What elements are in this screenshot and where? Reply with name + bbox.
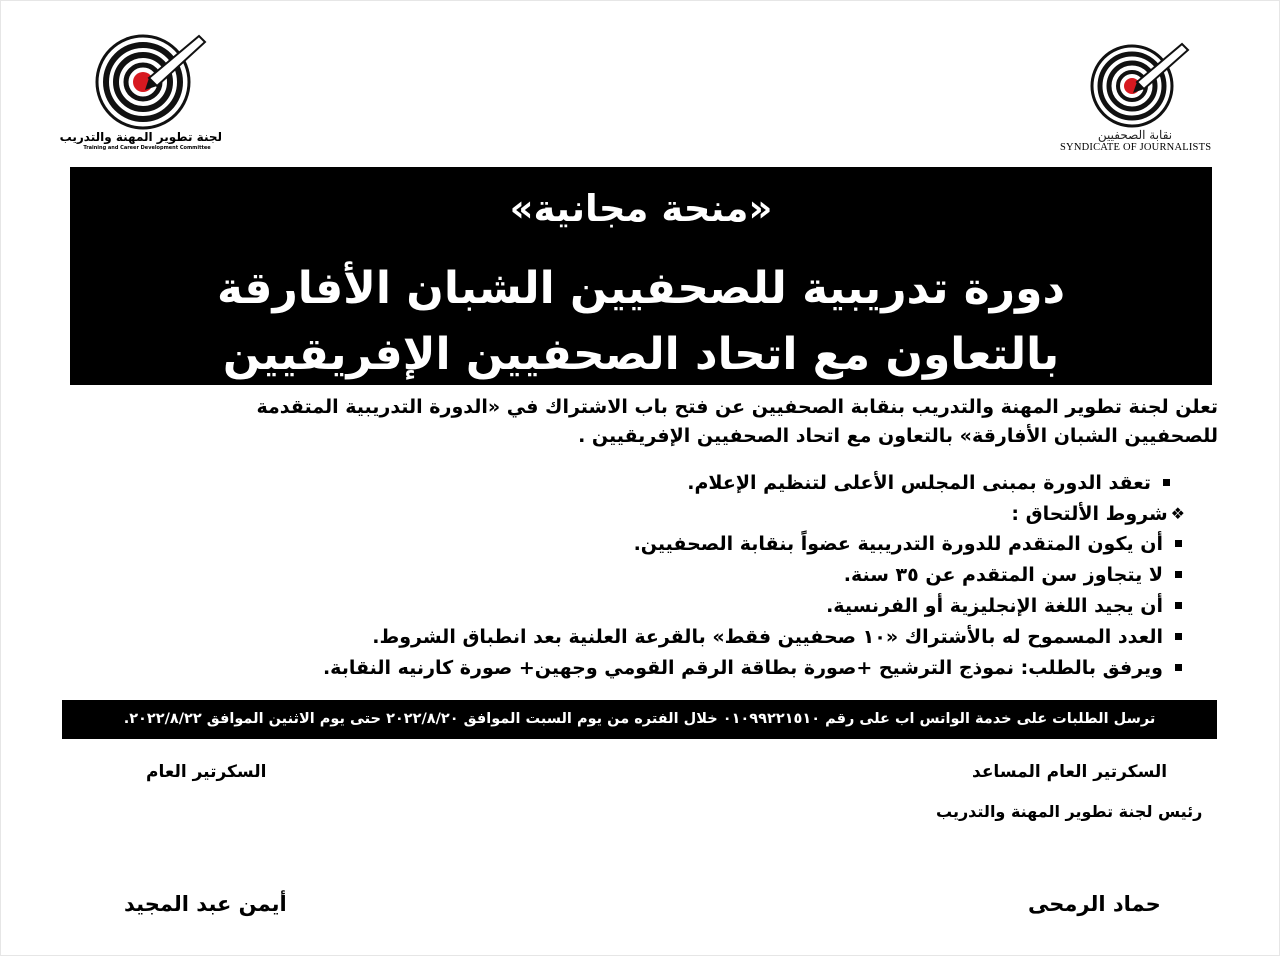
- square-bullet-icon: [1175, 633, 1182, 640]
- condition-text: أن يكون المتقدم للدورة التدريبية عضواً بنقابة الصحفيين.: [633, 532, 1163, 555]
- target-pen-icon: [1080, 40, 1190, 130]
- syndicate-caption-ar: نقابة الصحفيين: [1097, 128, 1173, 142]
- condition-text: لا يتجاوز سن المتقدم عن ٣٥ سنة.: [843, 563, 1163, 586]
- list-item: [323, 559, 1182, 590]
- banner-course-title: دورة تدريبية للصحفيين الشبان الأفارقة: [216, 263, 1066, 314]
- assistant-secretary-subtitle: رئيس لجنة تطوير المهنة والتدريب: [936, 802, 1203, 821]
- diamond-bullet-icon: ❖: [1170, 504, 1185, 523]
- venue-text: تعقد الدورة بمبنى المجلس الأعلى لتنظيم الإعلام.: [687, 471, 1151, 494]
- assistant-secretary-title: السكرتير العام المساعد: [972, 762, 1168, 782]
- conditions-list: [323, 528, 1182, 683]
- venue-list: [687, 467, 1170, 498]
- general-secretary-name: أيمن عبد المجيد: [124, 892, 287, 916]
- banner-cooperation: بالتعاون مع اتحاد الصحفيين الإفريقيين: [222, 329, 1060, 380]
- assistant-secretary-name: حماد الرمحى: [1028, 892, 1161, 916]
- list-item: [323, 528, 1182, 559]
- conditions-heading: شروط الألتحاق :: [1011, 502, 1168, 525]
- general-secretary-title: السكرتير العام: [146, 762, 267, 782]
- intro-paragraph: [58, 393, 1218, 451]
- square-bullet-icon: [1175, 664, 1182, 671]
- square-bullet-icon: [1175, 540, 1182, 547]
- target-pen-icon: [87, 30, 207, 130]
- banner-free-grant: «منحة مجانية»: [509, 187, 773, 230]
- square-bullet-icon: [1175, 602, 1182, 609]
- training-committee-logo: [59, 30, 222, 151]
- intro-line-1: تعلن لجنة تطوير المهنة والتدريب بنقابة الصحفيين عن فتح باب الاشتراك في «الدورة التدريبية المتقدمة: [256, 396, 1218, 418]
- intro-line-2: للصحفيين الشبان الأفارقة» بالتعاون مع اتحاد الصحفيين الإفريقيين .: [578, 425, 1218, 447]
- conditions-heading-row: [1011, 498, 1185, 529]
- syndicate-caption-en: SYNDICATE OF JOURNALISTS: [1060, 142, 1212, 153]
- list-item: [323, 621, 1182, 652]
- condition-text: أن يجيد اللغة الإنجليزية أو الفرنسية.: [826, 594, 1163, 617]
- condition-text: ويرفق بالطلب: نموذج الترشيح +صورة بطاقة الرقم القومي وجهين+ صورة كارنيه النقابة.: [322, 656, 1163, 679]
- condition-text: العدد المسموح له بالأشتراك «١٠ صحفيين فقط» بالقرعة العلنية بعد انطباق الشروط.: [372, 625, 1163, 648]
- list-item: [323, 590, 1182, 621]
- square-bullet-icon: [1163, 479, 1170, 486]
- title-banner: [70, 167, 1212, 385]
- training-committee-caption-ar: لجنة تطوير المهنة والتدريب: [59, 130, 222, 144]
- list-item: [687, 467, 1170, 498]
- square-bullet-icon: [1175, 571, 1182, 578]
- deadline-bar: ترسل الطلبات على خدمة الواتس اب على رقم ٠١٠٩٩٢٢١٥١٠ خلال الفتره من يوم السبت الموافق ٢٠٢٢/٨/٢٠ حتى يوم الاثنين الموافق ٢٠٢٢/٨/٢٢.: [62, 700, 1217, 739]
- list-item: [323, 652, 1182, 683]
- syndicate-logo: [1060, 40, 1210, 153]
- training-committee-caption-en: Training and Career Development Committee: [83, 145, 211, 151]
